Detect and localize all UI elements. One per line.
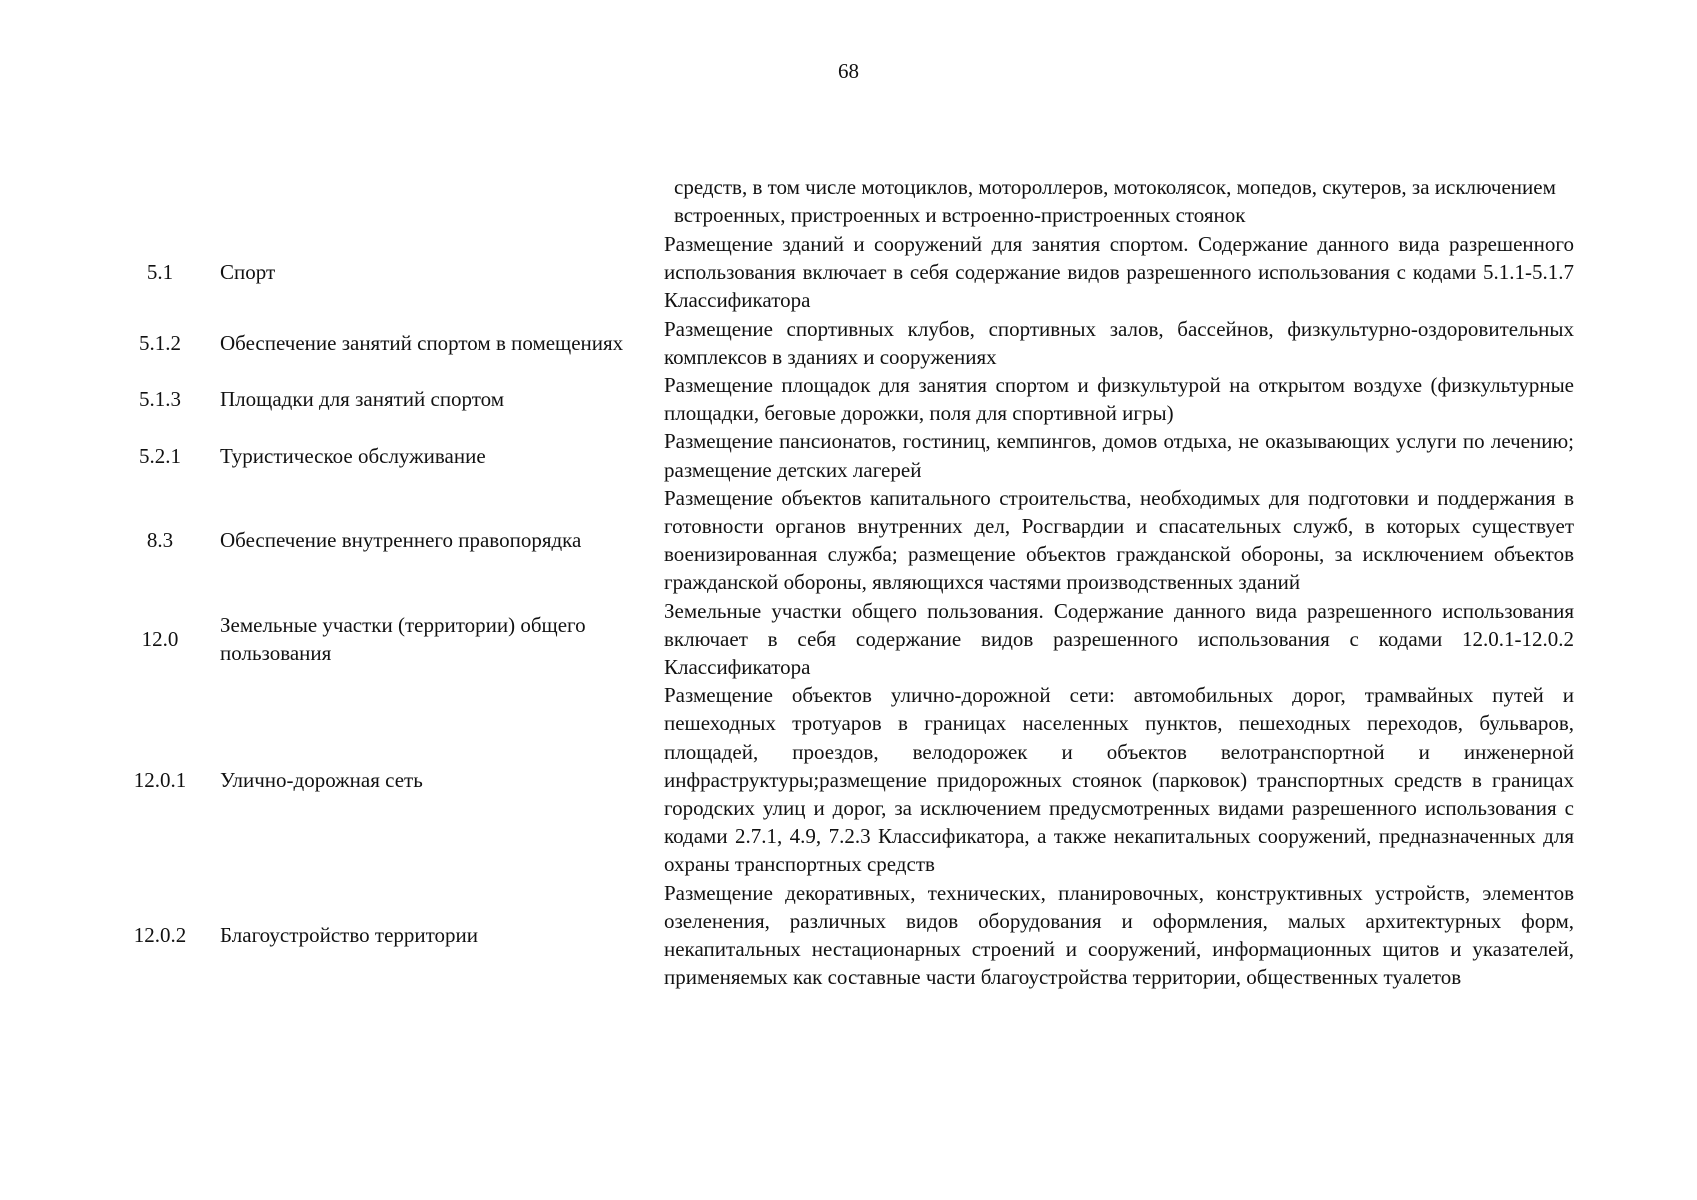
table-row [110, 371, 1590, 427]
row-description: Размещение декоративных, технических, планировочных, конструктивных устройств, элементов озеленения, различных видов оборудования и оформления, малых архитектурных форм, некапитальных нестационарных строений и сооружений, информационных щитов и указателей, применяемых как составные части благоустройства территории, общественных туалетов [664, 880, 1574, 990]
row-name: Земельные участки (территории) общего пользования [220, 612, 586, 665]
row-name: Спорт [220, 260, 276, 285]
row-description: Размещение спортивных клубов, спортивных залов, бассейнов, физкультурно-оздоровительных комплексов в зданиях и сооружениях [664, 316, 1574, 369]
row-code: 12.0 [141, 626, 179, 651]
page-number: 68 [838, 59, 859, 83]
row-name: Благоустройство территории [220, 922, 478, 947]
row-description: Размещение пансионатов, гостиниц, кемпингов, домов отдыха, не оказывающих услуги по лечению; размещение детских лагерей [664, 429, 1574, 482]
row-code: 12.0.2 [133, 922, 187, 947]
row-description: Земельные участки общего пользования. Содержание данного вида разрешенного использования включает в себя содержание видов разрешенного использования с кодами 12.0.1-12.0.2 Классификатора [664, 598, 1574, 680]
row-description: Размещение зданий и сооружений для занятия спортом. Содержание данного вида разрешенного использования включает в себя содержание видов разрешенного использования с кодами 5.1.1-5.1.7 Классификатора [664, 232, 1574, 313]
row-code: 8.3 [146, 528, 174, 553]
row-code: 5.1.2 [139, 330, 181, 355]
row-code: 12.0.1 [133, 767, 187, 792]
row-code: 5.1 [146, 260, 174, 285]
table-row [110, 230, 1590, 315]
table-row [110, 681, 1590, 878]
table-row [110, 484, 1590, 597]
row-description: Размещение объектов капитального строительства, необходимых для подготовки и поддержания в готовности органов внутренних дел, Росгвардии и спасательных служб, в которых существует военизированная служба; размещение объектов гражданской обороны, за исключением объектов гражданской обороны, являющихся частями производственных зданий [664, 485, 1574, 595]
table-row [110, 427, 1590, 483]
continuation-text: средств, в том числе мотоциклов, мотороллеров, мотоколясок, мопедов, скутеров, за исключением встроенных, пристроенных и встроенно-пристроенных стоянок [674, 175, 1556, 228]
table-row [110, 315, 1590, 371]
row-name: Туристическое обслуживание [220, 443, 486, 468]
row-name: Улично-дорожная сеть [220, 767, 423, 792]
row-name: Обеспечение занятий спортом в помещениях [220, 330, 624, 355]
row-description: Размещение площадок для занятия спортом и физкультурой на открытом воздухе (физкультурные площадки, беговые дорожки, поля для спортивной игры) [664, 373, 1574, 426]
table-row [110, 879, 1590, 992]
row-code: 5.2.1 [139, 443, 181, 468]
land-use-table [110, 230, 1590, 991]
row-code: 5.1.3 [139, 387, 181, 412]
row-name: Обеспечение внутреннего правопорядка [220, 528, 582, 553]
row-name: Площадки для занятий спортом [220, 387, 505, 412]
row-description: Размещение объектов улично-дорожной сети: автомобильных дорог, трамвайных путей и пешеходных тротуаров в границах населенных пунктов, пешеходных переходов, бульваров, площадей, проездов, велодорожек и объектов велотранспортной и инженерной инфраструктуры;размещение придорожных стоянок (парковок) транспортных средств в границах городских улиц и дорог, за исключением предусмотренных видами разрешенного использования с кодами 2.7.1, 4.9, 7.2.3 Классификатора, а также некапитальных сооружений, предназначенных для охраны транспортных средств [664, 683, 1574, 877]
table-row [110, 597, 1590, 682]
